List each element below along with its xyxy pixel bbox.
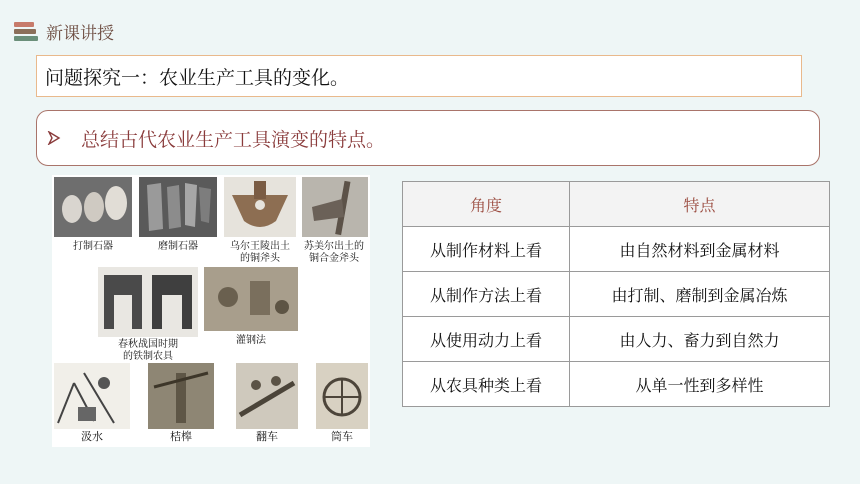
row-feature-cell: 由自然材料到金属材料 (570, 227, 830, 272)
caption-chain-pump: 翻车 (256, 430, 278, 443)
row-angle-cell: 从制作材料上看 (403, 227, 570, 272)
alloy-axe-image (302, 177, 368, 237)
row-angle-cell: 从农具种类上看 (403, 362, 570, 407)
row-feature-cell: 由人力、畜力到自然力 (570, 317, 830, 362)
header-title: 新课讲授 (46, 23, 114, 44)
caption-draw-water: 汲水 (81, 430, 103, 443)
caption-shadoof: 桔槔 (170, 430, 192, 443)
caption-chipped-stone: 打制石器 (73, 241, 113, 252)
arrow-right-icon (47, 131, 61, 145)
caption-alloy-axe-line2: 铜合金斧头 (309, 253, 359, 264)
caption-tube-wheel: 筒车 (331, 430, 353, 443)
summary-text: 总结古代农业生产工具演变的特点。 (81, 128, 386, 151)
row-angle-cell: 从制作方法上看 (403, 272, 570, 317)
polished-stone-tools-image (139, 177, 217, 237)
caption-iron-tools-line1: 春秋战国时期 (118, 339, 178, 350)
books-icon (14, 20, 38, 42)
caption-polished-stone: 磨制石器 (158, 241, 198, 252)
caption-iron-tools-line2: 的铁制农具 (123, 351, 173, 362)
caption-copper-axe (218, 241, 302, 265)
caption-copper-axe-line2: 的铜斧头 (240, 253, 280, 264)
row-feature-cell: 从单一性到多样性 (570, 362, 830, 407)
chipped-stone-tools-image (54, 177, 132, 237)
summary-box (36, 110, 820, 166)
table-row (403, 272, 830, 317)
chain-pump-image (236, 363, 298, 429)
table-row (403, 227, 830, 272)
steel-making-image (204, 267, 298, 331)
farming-tools-image-collage (52, 175, 370, 447)
tube-wheel-image (316, 363, 368, 429)
row-angle-cell: 从使用动力上看 (403, 317, 570, 362)
draw-water-image (54, 363, 130, 429)
header-cell-feature: 特点 (570, 182, 830, 227)
caption-steel-making: 灌钢法 (236, 335, 266, 346)
table-row (403, 362, 830, 407)
question-box (36, 55, 802, 97)
row-feature-cell: 由打制、磨制到金属冶炼 (570, 272, 830, 317)
caption-copper-axe-line1: 乌尔王陵出土 (230, 241, 290, 252)
shadoof-image (148, 363, 214, 429)
header-cell-angle: 角度 (403, 182, 570, 227)
table-header-row (403, 182, 830, 227)
question-text: 问题探究一：农业生产工具的变化。 (45, 66, 350, 89)
caption-alloy-axe (296, 241, 372, 265)
table-row (403, 317, 830, 362)
caption-alloy-axe-line1: 苏美尔出土的 (304, 241, 364, 252)
caption-iron-tools (98, 339, 198, 363)
features-table (402, 181, 830, 407)
copper-axe-image (224, 177, 296, 237)
iron-farm-tools-image (98, 267, 198, 337)
section-header (14, 18, 114, 44)
